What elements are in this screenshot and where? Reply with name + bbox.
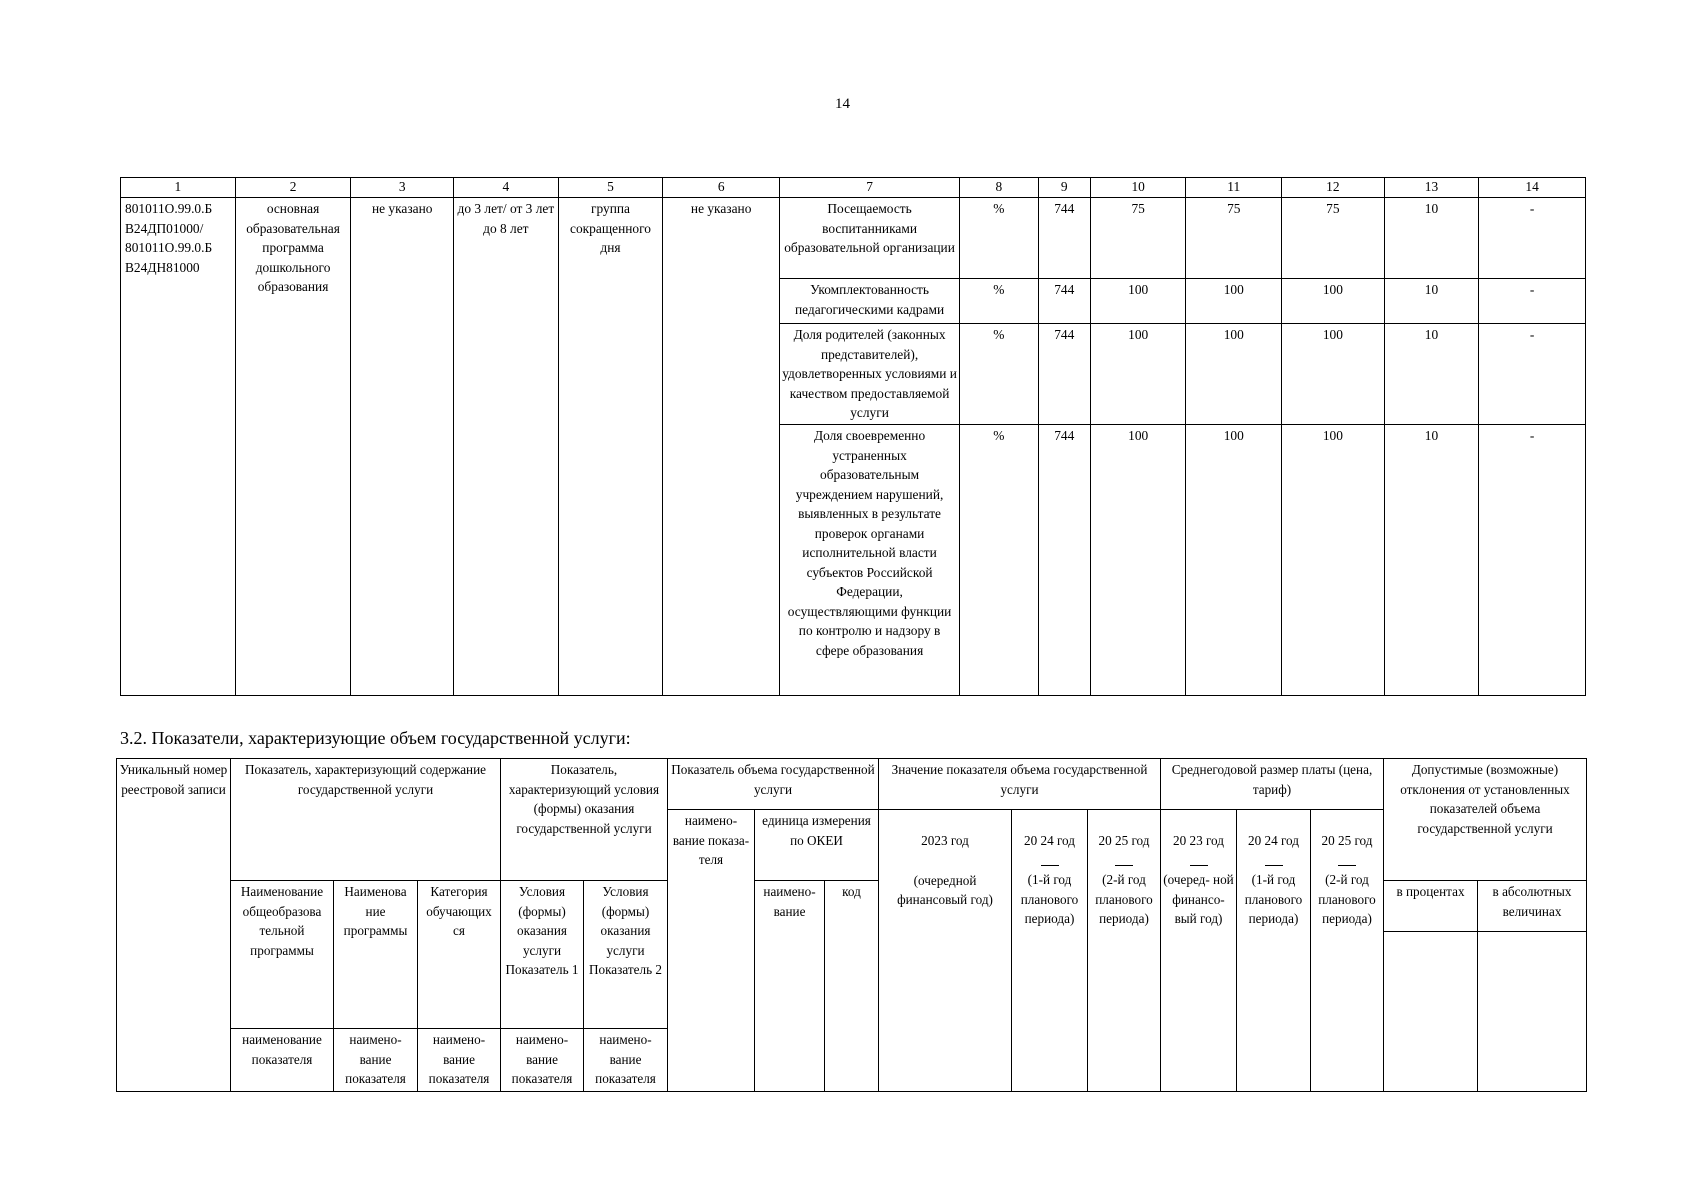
deviation-absolute: -	[1479, 425, 1586, 696]
table-row	[121, 198, 1586, 279]
deviation-percent: 10	[1384, 198, 1479, 279]
year-2024-header	[1012, 810, 1088, 1092]
column-number: 8	[960, 178, 1038, 198]
column-number: 6	[663, 178, 780, 198]
indicator-name: Посещаемость воспитанниками образовательной организации	[780, 198, 960, 279]
column-number: 12	[1282, 178, 1385, 198]
deviation-absolute: -	[1479, 324, 1586, 425]
value-2024: 100	[1186, 324, 1282, 425]
year-2024-label: 20 24 год	[1024, 833, 1075, 848]
year-2025-sub: (2-й год планового периода)	[1095, 872, 1153, 926]
deviation-percent: 10	[1384, 279, 1479, 324]
value-2025: 100	[1282, 324, 1385, 425]
price-2025-sub: (2-й год планового периода)	[1318, 872, 1376, 926]
column-number: 11	[1186, 178, 1282, 198]
content-header: Показатель, характеризующий содержание государственной услуги	[231, 759, 501, 881]
indicator-unit: %	[960, 324, 1038, 425]
okei-code: 744	[1038, 324, 1090, 425]
underline-blank	[1041, 851, 1059, 866]
value-2023: 100	[1090, 279, 1186, 324]
deviation-absolute: -	[1479, 198, 1586, 279]
year-2023-header	[879, 810, 1012, 1092]
year-2025-header	[1088, 810, 1161, 1092]
value-2025: 100	[1282, 279, 1385, 324]
registry-header: Уникальный номер реестровой записи	[117, 759, 231, 1092]
unit-code-header: код	[825, 881, 879, 1092]
volume-header: Показатель объема государственной услуги	[668, 759, 879, 810]
value-2024: 100	[1186, 425, 1282, 696]
deviation-percent-header: в процентах	[1384, 881, 1478, 931]
value-2023: 75	[1090, 198, 1186, 279]
okei-code: 744	[1038, 425, 1090, 696]
underline-blank	[1115, 851, 1133, 866]
price-2024-sub: (1-й год планового периода)	[1244, 872, 1303, 926]
underline-blank	[1190, 851, 1208, 866]
year-2023-sub: (очередной финансовый год)	[897, 872, 993, 907]
indicator-name-cell: наимено- вание показателя	[584, 1029, 668, 1092]
indicator-name: Доля родителей (законных представителей), удовлетворенных условиями и качеством предоставляемой услуги	[780, 324, 960, 425]
underline-blank	[1265, 851, 1283, 866]
column-number: 14	[1479, 178, 1586, 198]
indicator-name-cell: наименование показателя	[231, 1029, 334, 1092]
condition-1-header: Условия (формы) оказания услуги Показатель 1	[501, 881, 584, 1029]
category-header: Категория обучающих ся	[418, 881, 501, 1029]
condition-2-header: Условия (формы) оказания услуги Показатель 2	[584, 881, 668, 1029]
indicator-unit: %	[960, 198, 1038, 279]
value-2025: 75	[1282, 198, 1385, 279]
price-2023-label: 20 23 год	[1173, 833, 1224, 848]
header-row	[117, 759, 1587, 810]
value-2024: 100	[1186, 279, 1282, 324]
not-specified-cell: не указано	[663, 198, 780, 696]
indicator-name-cell: наимено- вание показателя	[418, 1029, 501, 1092]
underline-blank	[1338, 851, 1356, 866]
column-number: 13	[1384, 178, 1479, 198]
column-number: 1	[121, 178, 236, 198]
conditions-header: Показатель, характеризующий условия (формы) оказания государственной услуги	[501, 759, 668, 881]
column-number: 7	[780, 178, 960, 198]
deviation-percent: 10	[1384, 425, 1479, 696]
group-type: группа сокращенного дня	[558, 198, 663, 696]
column-number: 2	[235, 178, 351, 198]
value-2023: 100	[1090, 425, 1186, 696]
program-name-header: Наименова ние программы	[334, 881, 418, 1029]
indicator-unit: %	[960, 425, 1038, 696]
price-2024-label: 20 24 год	[1248, 833, 1299, 848]
quality-indicators-table	[120, 177, 1586, 696]
indicator-name-cell: наимено- вание показателя	[501, 1029, 584, 1092]
price-2025-label: 20 25 год	[1321, 833, 1373, 848]
column-number: 9	[1038, 178, 1090, 198]
indicator-unit: %	[960, 279, 1038, 324]
value-2025: 100	[1282, 425, 1385, 696]
year-2023-label: 2023 год	[921, 833, 969, 848]
okei-code: 744	[1038, 198, 1090, 279]
deviation-percent: 10	[1384, 324, 1479, 425]
price-2025-header	[1311, 810, 1384, 1092]
column-number: 4	[454, 178, 559, 198]
year-2024-sub: (1-й год планового периода)	[1020, 872, 1079, 926]
deviation-absolute-header: в абсолютных величинах	[1478, 881, 1587, 931]
program-type: основная образовательная программа дошкольного образования	[235, 198, 351, 696]
page-number: 14	[835, 96, 850, 112]
column-number: 3	[351, 178, 454, 198]
price-2024-header	[1237, 810, 1311, 1092]
column-number: 10	[1090, 178, 1186, 198]
column-number-row	[121, 178, 1586, 198]
indicator-name: Доля своевременно устраненных образовательным учреждением нарушений, выявленных в результате проверок органами исполнительной власти субъектов Российской Федерации, осуществляющими функции по контролю и надзору в сфере образования	[780, 425, 960, 696]
program-type-header: Наименование общеобразова тельной программы	[231, 881, 334, 1029]
value-2023: 100	[1090, 324, 1186, 425]
deviation-absolute: -	[1479, 279, 1586, 324]
indicator-name-cell: наимено- вание показателя	[334, 1029, 418, 1092]
indicator-name-header: наимено- вание показа- теля	[668, 810, 755, 1092]
price-2023-header	[1161, 810, 1237, 1092]
okei-code: 744	[1038, 279, 1090, 324]
not-specified-cell: не указано	[351, 198, 454, 696]
indicator-name: Укомплектованность педагогическими кадрами	[780, 279, 960, 324]
value-header: Значение показателя объема государственной услуги	[879, 759, 1161, 810]
price-header: Среднегодовой размер платы (цена, тариф)	[1161, 759, 1384, 810]
deviation-header: Допустимые (возможные) отклонения от установленных показателей объема государственной услуги	[1384, 759, 1587, 881]
unit-name-header: наимено- вание	[755, 881, 825, 1092]
value-2024: 75	[1186, 198, 1282, 279]
volume-indicators-table	[116, 758, 1587, 1092]
registry-code: 801011О.99.0.Б В24ДП01000/ 801011О.99.0.Б В24ДН81000	[121, 198, 236, 696]
age-category: до 3 лет/ от 3 лет до 8 лет	[454, 198, 559, 696]
deviation-absolute-body	[1478, 931, 1587, 1091]
unit-header: единица измерения по ОКЕИ	[755, 810, 879, 881]
year-2025-label: 20 25 год	[1098, 833, 1150, 848]
section-title: 3.2. Показатели, характеризующие объем государственной услуги:	[120, 728, 631, 748]
price-2023-sub: (очеред- ной финансо- вый год)	[1163, 872, 1234, 926]
column-number: 5	[558, 178, 663, 198]
deviation-percent-body	[1384, 931, 1478, 1091]
